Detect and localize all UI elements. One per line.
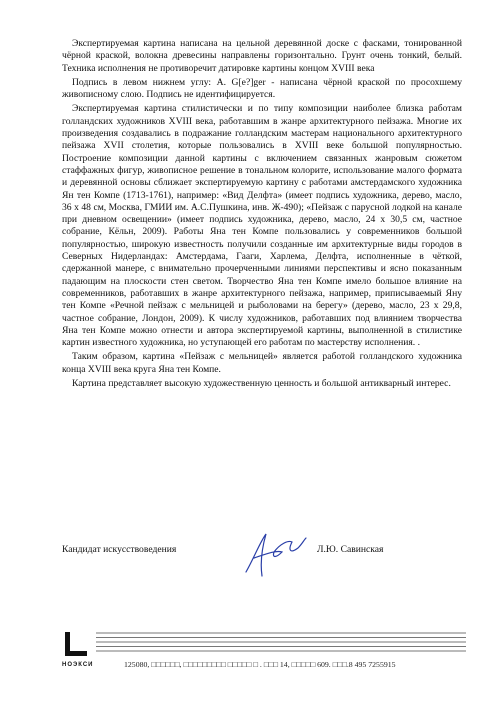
document-body <box>62 38 462 390</box>
paragraph-conclusion: Таким образом, картина «Пейзаж с мельницей» является работой голландского художника конца XVIII века круга Яна тен Компе. <box>62 351 462 375</box>
paragraph-attribution-analysis: Экспертируемая картина стилистически и по типу композиции наиболее близка работам голландских художников XVIII века, работавшим в жанре архитектурного пейзажа. Многие их произведения создавались в подражание голландским мастерам национального архитектурного пейзажа XVII столетия, которые пользовались в XVIII веке большой популярностью. Построение композиции данной картины с включением связанных жанровым сюжетом стаффажных фигур, живописное решение в тональном колорите, использование малого формата и деревянной основы сближает экспертируемую картину с работами амстердамского художника Ян тен Компе (1713-1761), например: «Вид Делфта» (имеет подпись художника, дерево, масло, 36 х 48 см, Москва, ГМИИ им. А.С.Пушкина, инв. Ж-490); «Пейзаж с парусной лодкой на канале при дневном освещении» (имеет подпись художника, дерево, масло, 24 х 30,5 см, частное собрание, Кёльн, 2009). Работы Яна тен Компе пользовались у современников большой популярностью, широкую известность получили созданные им архитектурные виды городов в Северных Нидерландах: Амстердама, Гааги, Харлема, Делфта, исполненные в чёткой, сдержанной манере, с внимательно прочерченными линиями перспективы и ясно показанным падающим на плоскости стен светом. Творчество Яна тен Компе имело большое влияние на современников, работавших в жанре архитектурного пейзажа, например, приписываемый Яну тен Компе «Речной пейзаж с мельницей и рыболовами на берегу» (дерево, масло, 23 х 29,8, частное собрание, Лондон, 2009). К числу художников, работавших под влиянием творчества Яна тен Компе можно отнести и автора экспертируемой картины, выполненной в стилистике картин известного художника, но уступающей его работам по мастерству исполнения. . <box>62 103 462 349</box>
letterhead-rule-lines <box>96 630 466 652</box>
noeksi-logo-icon <box>62 630 92 662</box>
letterhead-address: 125080, □□□□□□, □□□□□□□□□ □□□□□ □ . □□□ 14, □□□□□ 609. □□□.8 495 7255915 <box>124 660 396 669</box>
paragraph-value-assessment: Картина представляет высокую художественную ценность и большой антикварный интерес. <box>72 378 451 390</box>
paragraph-signature-note: Подпись в левом нижнем углу: A. G[e?]ger - написана чёрной краской по просохшему живописному слою. Подпись не идентифицируется. <box>62 76 462 101</box>
signer-title: Кандидат искусствоведения <box>62 544 177 555</box>
handwritten-signature <box>232 528 312 580</box>
logo-wordmark: НОЭКСИ <box>62 662 94 668</box>
signer-name: Л.Ю. Савинская <box>317 544 384 555</box>
paragraph-technique: Экспертируемая картина написана на цельной деревянной доске с фасками, тонированной чёрной краской, волокна древесины направлены горизонтально. Грунт очень тонкий, белый. Техника исполнения не противоречит датировке картины концом XVIII века <box>62 38 462 74</box>
